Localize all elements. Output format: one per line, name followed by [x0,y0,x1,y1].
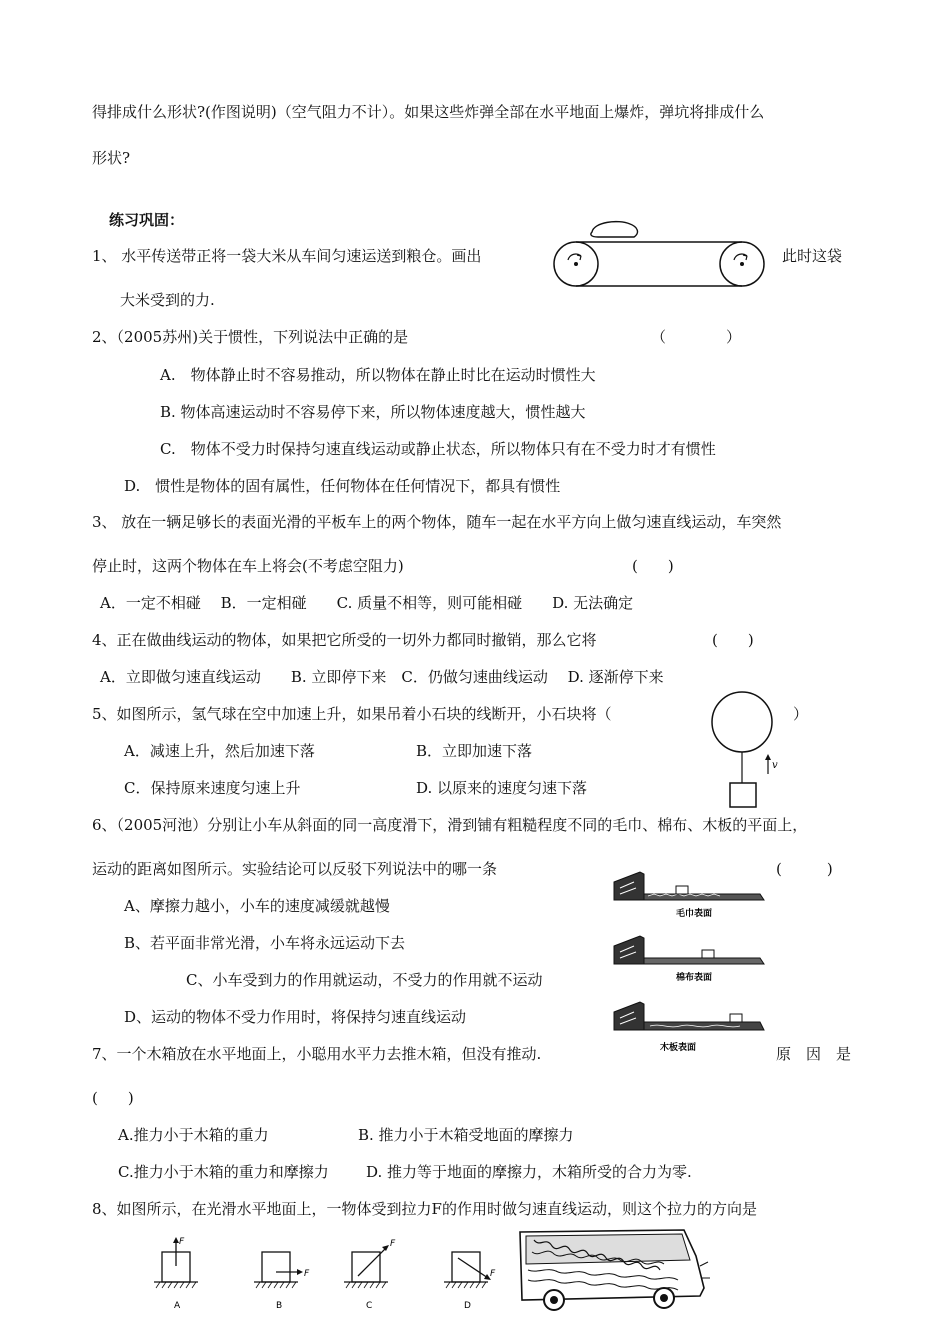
q2-bracket: （ ） [651,328,742,346]
q7-option-b: B. 推力小于木箱受地面的摩擦力 [358,1126,574,1144]
q2-stem: 2、（2005苏州)关于惯性，下列说法中正确的是 [92,328,409,346]
wood-surface-panel [614,1002,764,1030]
q6-bracket: ( ) [776,860,833,878]
q4-options: A．立即做匀速直线运动 B. 立即停下来 C．仍做匀速曲线运动 D. 逐渐停下来 [100,668,664,686]
q2-option-b: B. 物体高速运动时不容易停下来，所以物体速度越大，惯性越大 [160,403,586,421]
q4-stem: 4、正在做曲线运动的物体，如果把它所受的一切外力都同时撤销，那么它将 [92,631,597,649]
balloon-figure [706,690,782,812]
figure-d [444,1252,496,1311]
q1-line-2: 大米受到的力. [120,291,215,309]
q3-options: A．一定不相碰 B．一定相碰 C. 质量不相等，则可能相碰 D. 无法确定 [100,594,634,612]
q5-option-d: D. 以原来的速度匀速下落 [416,779,588,797]
q7-option-c: C.推力小于木箱的重力和摩擦力 [118,1163,329,1181]
force-direction-figures [150,1230,510,1314]
q5-option-c: C．保持原来速度匀速上升 [124,779,301,797]
q7-option-d: D. 推力等于地面的摩擦力，木箱所受的合力为零. [366,1163,692,1181]
q7-line-1-tail: 原 因 是 [776,1045,852,1063]
towel-surface-panel [614,872,764,900]
incline-experiment-figure [610,864,770,1056]
q1-line-1: 1、 水平传送带正将一袋大米从车间匀速运送到粮仓。画出 [92,247,482,265]
caption-towel: 毛巾表面 [676,909,713,919]
q2-option-c: C. 物体不受力时保持匀速直线运动或静止状态，所以物体只有在不受力时才有惯性 [160,440,716,458]
q5-bracket-close: ） [793,705,809,723]
section-title: 练习巩固： [109,211,185,229]
figure-c [344,1239,396,1311]
q3-bracket: ( ) [632,557,674,575]
figure-label-d: D [464,1301,471,1311]
figure-label-c: C [366,1301,373,1311]
q2-option-a: A. 物体静止时不容易推动，所以物体在静止时比在运动时惯性大 [160,366,596,384]
cotton-surface-panel [614,936,764,964]
figure-b [254,1252,310,1311]
q6-option-b: B、若平面非常光滑，小车将永远运动下去 [124,934,406,952]
q5-option-a: A．减速上升，然后加速下落 [124,742,315,760]
force-label-b: F [304,1269,310,1279]
caption-wood: 木板表面 [660,1043,697,1053]
q3-line-1: 3、 放在一辆足够长的表面光滑的平板车上的两个物体，随车一起在水平方向上做匀速直线运动，车突然 [92,513,782,531]
velocity-label: v [772,760,778,771]
q2-option-d: D. 惯性是物体的固有属性，任何物体在任何情况下，都具有惯性 [124,477,561,495]
q5-option-b: B．立即加速下落 [416,742,533,760]
q6-line-1: 6、（2005河池）分别让小车从斜面的同一高度滑下，滑到铺有粗糙程度不同的毛巾、棉布、木板的平面上， [92,816,808,834]
q1-line-1-tail: 此时这袋 [782,247,843,265]
q5-stem: 5、如图所示，氢气球在空中加速上升，如果吊着小石块的线断开，小石块将（ [92,705,612,723]
q7-line-1: 7、一个木箱放在水平地面上，小聪用水平力去推木箱，但没有推动. [92,1045,542,1063]
figure-a [154,1237,198,1311]
bus-illustration [514,1226,714,1312]
force-label-a: F [179,1237,185,1247]
intro-line-2: 形状? [92,149,131,167]
q7-line-2: ( ) [92,1089,134,1107]
q4-bracket: ( ) [712,631,754,649]
conveyor-belt-figure [548,218,770,290]
intro-line-1: 得排成什么形状?(作图说明)（空气阻力不计）。如果这些炸弹全部在水平地面上爆炸，弹坑将排成什么 [92,103,765,121]
q6-option-c: C、小车受到力的作用就运动，不受力的作用就不运动 [186,971,543,989]
q7-option-a: A.推力小于木箱的重力 [118,1126,269,1144]
q6-line-2: 运动的距离如图所示。实验结论可以反驳下列说法中的哪一条 [92,860,498,878]
force-label-d: F [490,1269,496,1279]
q6-option-d: D、运动的物体不受力作用时，将保持匀速直线运动 [124,1008,467,1026]
q6-option-a: A、摩擦力越小，小车的速度减缓就越慢 [124,897,390,915]
figure-label-b: B [276,1301,283,1311]
caption-cotton: 棉布表面 [676,973,713,983]
force-label-c: F [390,1239,396,1249]
q8-stem: 8、如图所示，在光滑水平地面上，一物体受到拉力F的作用时做匀速直线运动，则这个拉力的方向是 [92,1200,757,1218]
figure-label-a: A [174,1301,181,1311]
q3-line-2: 停止时，这两个物体在车上将会(不考虑空阻力) [92,557,404,575]
